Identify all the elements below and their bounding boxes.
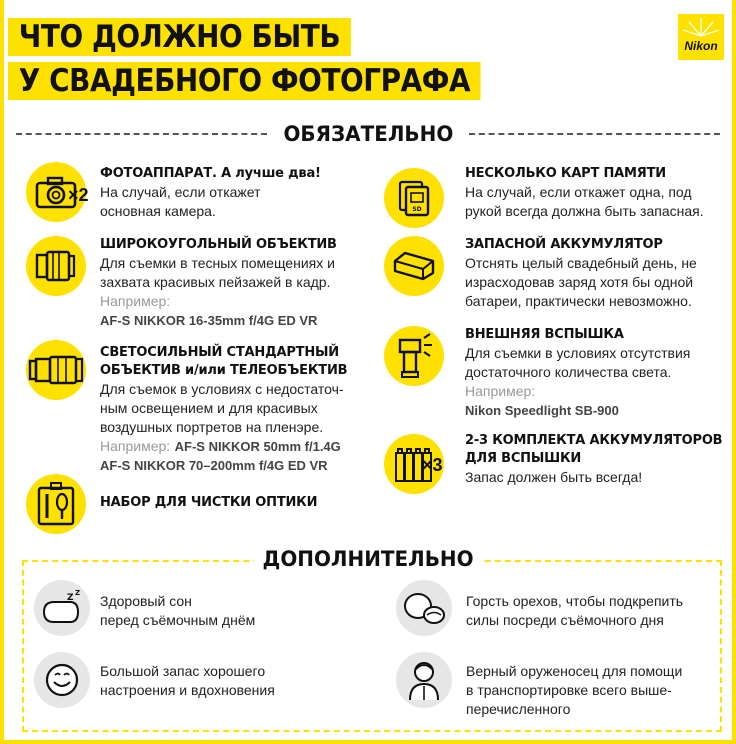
nuts-icon-circle: [396, 580, 452, 636]
telephoto-lens-icon-circle: [26, 340, 86, 400]
additional-text-line: в транспортировке всего выше-: [466, 682, 672, 698]
mandatory-item-aa-batteries: [465, 432, 731, 487]
assistant-person-icon: [404, 658, 444, 702]
item-text-line: На случай, если откажет одна, под: [465, 184, 692, 200]
item-text-line: основная камера.: [100, 203, 216, 219]
additional-text-line: перед съёмочным днём: [100, 612, 256, 628]
additional-item-nuts: [466, 592, 728, 630]
telephoto-lens-icon: [28, 355, 84, 385]
mandatory-item-battery: [465, 236, 731, 311]
quantity-badge: ×2: [68, 185, 89, 205]
additional-text-line: Большой запас хорошего: [100, 663, 266, 679]
item-title: ШИРОКОУГОЛЬНЫЙ ОБЪЕКТИВ: [100, 237, 337, 252]
divider: [469, 133, 720, 135]
item-text-line: На случай, если откажет: [100, 184, 261, 200]
page-title-line-2: У СВАДЕБНОГО ФОТОГРАФА: [8, 62, 481, 100]
mandatory-heading-text: ОБЯЗАТЕЛЬНО: [283, 122, 453, 146]
item-text-line: Для съемки в условиях отсутствия: [465, 345, 691, 361]
mandatory-heading: [4, 122, 732, 146]
assistant-icon-circle: [396, 652, 452, 708]
pillow-icon-circle: [34, 580, 90, 636]
divider: [16, 133, 267, 135]
quantity-badge: ×3: [422, 455, 443, 475]
logo-wordmark: Nikon: [684, 39, 718, 53]
additional-item-mood: [100, 662, 360, 700]
smiley-icon-circle: [34, 652, 90, 708]
mandatory-item-camera: [100, 165, 360, 221]
example-value: AF-S NIKKOR 70–200mm f/4G ED VR: [100, 458, 328, 473]
nikon-logo: [678, 14, 724, 60]
svg-text:Z: Z: [67, 593, 74, 603]
item-title-line: СВЕТОСИЛЬНЫЙ СТАНДАРТНЫЙ: [100, 345, 339, 360]
additional-heading-text: ДОПОЛНИТЕЛЬНО: [262, 547, 474, 571]
additional-text-line: Горсть орехов, чтобы подкрепить: [466, 593, 684, 609]
svg-text:SD: SD: [412, 206, 422, 213]
battery-pack-icon: [391, 249, 437, 283]
cleaning-kit-icon-circle: [26, 474, 86, 534]
flash-icon: [392, 332, 436, 380]
mandatory-item-telephoto: [100, 344, 380, 475]
item-title: НАБОР ДЛЯ ЧИСТКИ ОПТИКИ: [100, 495, 318, 510]
example-label: Например:: [100, 438, 171, 454]
item-title: ЗАПАСНОЙ АККУМУЛЯТОР: [465, 237, 663, 252]
item-title: НЕСКОЛЬКО КАРТ ПАМЯТИ: [465, 166, 666, 181]
example-value: AF-S NIKKOR 50mm f/1.4G: [174, 439, 341, 454]
memory-cards-icon-circle: [384, 168, 444, 228]
mandatory-item-wide-lens: [100, 236, 370, 330]
mandatory-item-cleaning-kit: [100, 494, 360, 512]
memory-cards-icon: [394, 178, 434, 218]
item-text-line: рукой всегда должна быть запасная.: [465, 203, 704, 219]
item-title-line: 2-3 КОМПЛЕКТА АККУМУЛЯТОРОВ: [465, 433, 723, 448]
item-text-line: Запас должен быть всегда!: [465, 469, 643, 485]
item-text-line: захвата красивых пейзажей в кадр.: [100, 274, 331, 290]
nikon-logo-icon: [678, 14, 724, 60]
mandatory-item-flash: [465, 326, 731, 420]
additional-item-assistant: [466, 662, 728, 719]
item-text-line: воздушных портретов на пленэре.: [100, 419, 324, 435]
battery-pack-icon-circle: [384, 236, 444, 296]
page-title-line-1: ЧТО ДОЛЖНО БЫТЬ: [8, 18, 351, 56]
additional-heading: [254, 547, 482, 571]
wide-lens-icon-circle: [26, 236, 86, 296]
additional-text-line: Верный оруженосец для помощи: [466, 663, 683, 679]
item-text-line: израсходовав заряд хотя бы одной: [465, 274, 694, 290]
mandatory-item-memory-cards: [465, 165, 731, 221]
item-title: ФОТОАППАРАТ. А лучше два!: [100, 166, 321, 181]
item-text-line: Для съемки в тесных помещениях и: [100, 255, 335, 271]
additional-text-line: настроения и вдохновения: [100, 682, 275, 698]
pillow-sleep-icon: [40, 588, 84, 628]
item-text-line: Отснять целый свадебный день, не: [465, 255, 697, 271]
wide-lens-icon: [33, 249, 79, 283]
item-text-line: достаточного количества света.: [465, 364, 672, 380]
item-title: ВНЕШНЯЯ ВСПЫШКА: [465, 327, 624, 342]
additional-item-sleep: [100, 592, 360, 630]
additional-text-line: перечисленного: [466, 701, 571, 717]
flash-icon-circle: [384, 326, 444, 386]
smiley-face-icon: [42, 660, 82, 700]
additional-text-line: силы посреди съёмочного дня: [466, 612, 664, 628]
example-value: AF-S NIKKOR 16-35mm f/4G ED VR: [100, 313, 318, 328]
cleaning-kit-icon: [36, 482, 76, 526]
additional-text-line: Здоровый сон: [100, 593, 192, 609]
item-title-line: ДЛЯ ВСПЫШКИ: [465, 451, 582, 466]
item-text-line: Для съемок в условиях с недостаточ-: [100, 381, 344, 397]
example-row: [100, 437, 380, 456]
example-label: Например:: [465, 383, 536, 399]
nuts-icon: [401, 588, 447, 628]
item-text-line: ным освещением и для красивых: [100, 400, 318, 416]
svg-text:Z: Z: [75, 589, 81, 597]
example-label: Например:: [100, 293, 171, 309]
example-value: Nikon Speedlight SB-900: [465, 403, 619, 418]
item-title-line: ОБЪЕКТИВ и/или ТЕЛЕОБЪЕКТИВ: [100, 363, 348, 378]
item-text-line: батареи, практически невозможно.: [465, 293, 692, 309]
